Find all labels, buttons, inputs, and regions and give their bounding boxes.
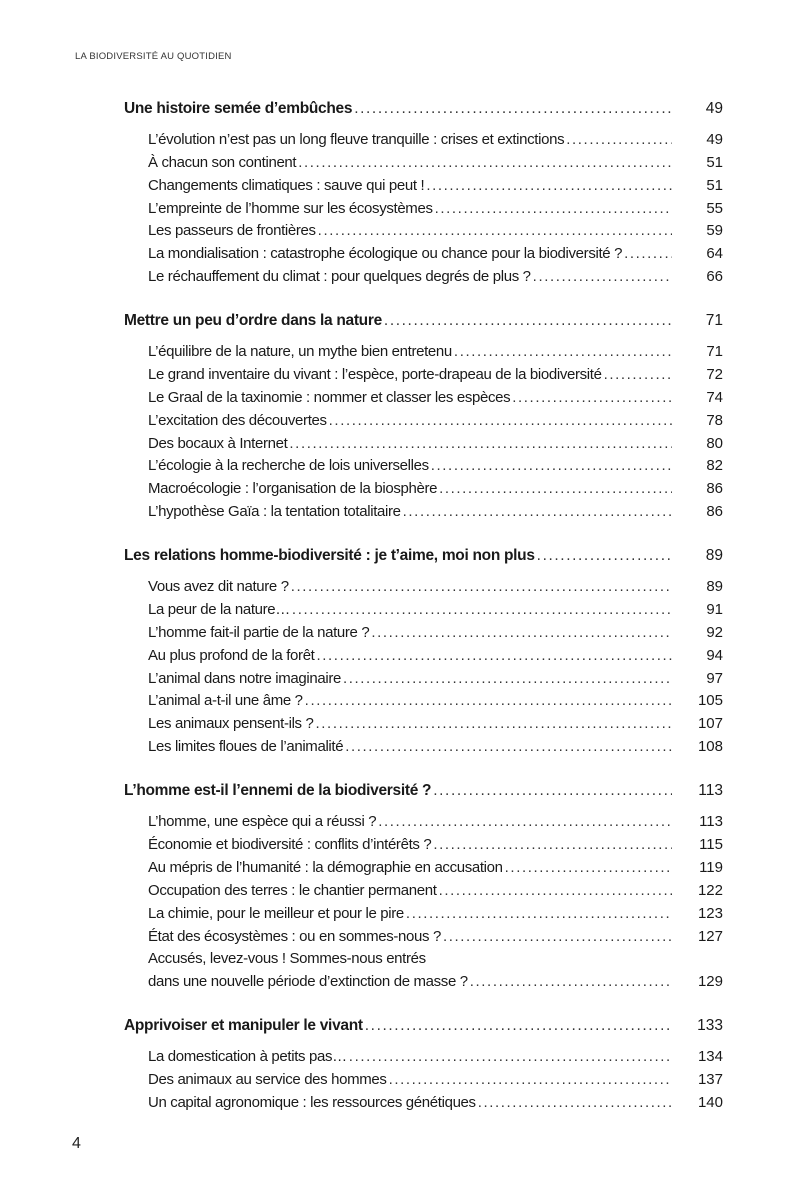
toc-entry-page: 119 (699, 858, 723, 876)
dot-leader (533, 266, 672, 289)
toc-entry-page: 91 (706, 600, 723, 618)
toc-entry-page: 86 (706, 503, 723, 521)
dot-leader (389, 1069, 672, 1092)
toc-entry-title: La peur de la nature… (148, 600, 290, 618)
toc-entry[interactable] (124, 410, 723, 433)
table-of-contents (124, 98, 723, 1136)
toc-entry-line[interactable] (124, 948, 723, 971)
toc-entry[interactable] (124, 926, 723, 949)
toc-section (124, 780, 723, 994)
toc-entry-title: L’animal dans notre imaginaire (148, 669, 341, 687)
toc-entry[interactable] (124, 266, 723, 289)
dot-leader (439, 880, 672, 903)
toc-entry-title: La mondialisation : catastrophe écologique ou chance pour la biodiversité ? (148, 245, 623, 263)
toc-entry-page: 66 (706, 268, 723, 286)
dot-leader (537, 545, 672, 568)
toc-entry[interactable] (124, 129, 723, 152)
toc-entry-page: 122 (697, 881, 723, 899)
dot-leader (345, 736, 672, 759)
dot-leader (384, 310, 672, 333)
toc-entry-page: 80 (706, 434, 723, 452)
toc-entry-title: L’homme fait-il partie de la nature ? (148, 623, 370, 641)
toc-entry[interactable] (124, 1069, 723, 1092)
toc-entry-title: La chimie, pour le meilleur et pour le pire (148, 904, 404, 922)
toc-entry-title: Les animaux pensent-ils ? (148, 715, 314, 733)
toc-entry[interactable] (124, 175, 723, 198)
toc-entry-page: 140 (697, 1093, 723, 1111)
toc-entry-page: 82 (706, 457, 723, 475)
toc-entry-page: 129 (697, 973, 723, 991)
section-heading[interactable] (124, 1015, 723, 1038)
section-heading-page: 89 (705, 547, 723, 565)
toc-entry[interactable] (124, 364, 723, 387)
page-number: 4 (72, 1135, 81, 1152)
toc-entry-title: Un capital agronomique : les ressources génétiques (148, 1093, 476, 1111)
dot-leader (439, 478, 672, 501)
toc-entry-page: 78 (706, 411, 723, 429)
toc-entry-title: État des écosystèmes : ou en sommes-nous ? (148, 927, 441, 945)
dot-leader (454, 341, 672, 364)
toc-entry-page: 71 (706, 343, 723, 361)
toc-entry-page: 94 (706, 646, 723, 664)
toc-entry-page: 64 (706, 245, 723, 263)
section-heading-page: 71 (705, 312, 723, 330)
toc-entry[interactable] (124, 501, 723, 524)
toc-entry[interactable] (124, 455, 723, 478)
dot-leader (403, 501, 672, 524)
toc-entry-page: 51 (706, 153, 723, 171)
toc-entry-page: 55 (706, 199, 723, 217)
section-heading-title: Apprivoiser et manipuler le vivant (124, 1017, 363, 1035)
toc-entry[interactable] (124, 622, 723, 645)
toc-entry-title: Le Graal de la taxinomie : nommer et classer les espèces (148, 388, 511, 406)
dot-leader (433, 834, 672, 857)
toc-entry[interactable] (124, 1046, 723, 1069)
toc-entry[interactable] (124, 903, 723, 926)
toc-entry-page: 134 (697, 1048, 723, 1066)
dot-leader (354, 98, 672, 121)
section-heading[interactable] (124, 98, 723, 121)
toc-entry-title: L’animal a-t-il une âme ? (148, 692, 303, 710)
dot-leader (371, 622, 672, 645)
toc-entry[interactable] (124, 668, 723, 691)
toc-entry-page: 113 (699, 813, 723, 831)
toc-entry-title: Vous avez dit nature ? (148, 578, 289, 596)
toc-entry[interactable] (124, 834, 723, 857)
toc-entry-title: La domestication à petits pas… (148, 1048, 347, 1066)
toc-entry-title: Les limites floues de l’animalité (148, 738, 344, 756)
toc-entry[interactable] (124, 857, 723, 880)
toc-entry[interactable] (124, 880, 723, 903)
dot-leader (317, 645, 673, 668)
dot-leader (435, 198, 672, 221)
toc-entry[interactable] (124, 713, 723, 736)
toc-entry-title: L’écologie à la recherche de lois universelles (148, 457, 429, 475)
dot-leader (624, 243, 672, 266)
toc-entry[interactable] (124, 220, 723, 243)
section-heading-title: L’homme est-il l’ennemi de la biodiversité ? (124, 782, 432, 800)
dot-leader (566, 129, 672, 152)
toc-entry-page: 74 (706, 388, 723, 406)
toc-section (124, 310, 723, 524)
toc-entry[interactable] (124, 576, 723, 599)
section-heading-title: Une histoire semée d’embûches (124, 100, 353, 117)
toc-entry-title: L’homme, une espèce qui a réussi ? (148, 813, 377, 831)
toc-entry-page: 92 (706, 623, 723, 641)
toc-entry-title: dans une nouvelle période d’extinction de masse ? (148, 973, 468, 991)
toc-entry-title: Changements climatiques : sauve qui peut ! (148, 176, 425, 194)
toc-entry-title: Les passeurs de frontières (148, 222, 316, 240)
toc-entry[interactable] (124, 478, 723, 501)
toc-entry[interactable] (124, 690, 723, 713)
toc-section (124, 98, 723, 289)
toc-entry-page: 107 (697, 715, 723, 733)
toc-entry-page: 49 (706, 130, 723, 148)
dot-leader (318, 220, 672, 243)
section-heading-page: 113 (698, 782, 723, 800)
toc-entry-title: L’évolution n’est pas un long fleuve tranquille : crises et extinctions (148, 130, 565, 148)
toc-entry-title-line1: Accusés, levez-vous ! Sommes-nous entrés (148, 950, 426, 968)
toc-entry-page: 59 (706, 222, 723, 240)
dot-leader (343, 668, 672, 691)
toc-entry-title: L’excitation des découvertes (148, 411, 327, 429)
dot-leader (349, 1046, 672, 1069)
toc-entry[interactable] (124, 433, 723, 456)
dot-leader (316, 713, 672, 736)
toc-entry-page: 115 (699, 835, 723, 853)
toc-section (124, 545, 723, 759)
toc-entry-title: Des bocaux à Internet (148, 434, 288, 452)
dot-leader (329, 410, 672, 433)
toc-entry-title: Le réchauffement du climat : pour quelques degrés de plus ? (148, 268, 531, 286)
toc-section (124, 1015, 723, 1115)
toc-entry-title: Économie et biodiversité : conflits d’intérêts ? (148, 835, 432, 853)
toc-entry-title: Macroécologie : l’organisation de la biosphère (148, 480, 438, 498)
dot-leader (433, 780, 672, 803)
section-heading[interactable] (124, 545, 723, 568)
toc-entry-title: À chacun son continent (148, 153, 297, 171)
dot-leader (289, 433, 672, 456)
running-head: LA BIODIVERSITÉ AU QUOTIDIEN (75, 51, 232, 62)
section-heading[interactable] (124, 780, 723, 803)
toc-entry-page: 123 (697, 904, 723, 922)
toc-entry[interactable] (124, 599, 723, 622)
dot-leader (478, 1092, 672, 1115)
toc-entry[interactable] (124, 341, 723, 364)
dot-leader (378, 811, 672, 834)
dot-leader (406, 903, 672, 926)
section-heading-page: 49 (705, 100, 723, 117)
section-heading[interactable] (124, 310, 723, 333)
toc-entry-page: 89 (706, 578, 723, 596)
dot-leader (292, 599, 672, 622)
toc-entry-title: L’équilibre de la nature, un mythe bien entretenu (148, 343, 452, 361)
toc-entry[interactable] (124, 152, 723, 175)
dot-leader (431, 455, 672, 478)
toc-entry-page: 86 (706, 480, 723, 498)
dot-leader (305, 690, 672, 713)
toc-entry-title: Au plus profond de la forêt (148, 646, 315, 664)
toc-entry-title: Occupation des terres : le chantier permanent (148, 881, 437, 899)
dot-leader (470, 971, 672, 994)
toc-entry-title: Au mépris de l’humanité : la démographie en accusation (148, 858, 503, 876)
toc-entry-title: L’hypothèse Gaïa : la tentation totalitaire (148, 503, 401, 521)
section-heading-page: 133 (697, 1017, 723, 1035)
dot-leader (426, 175, 672, 198)
dot-leader (604, 364, 672, 387)
toc-entry-page: 97 (706, 669, 723, 687)
toc-entry-title: L’empreinte de l’homme sur les écosystèmes (148, 199, 433, 217)
toc-entry-page: 137 (697, 1070, 723, 1088)
toc-entry-page: 105 (697, 692, 723, 710)
toc-entry-page: 72 (706, 365, 723, 383)
dot-leader (365, 1015, 672, 1038)
dot-leader (443, 926, 672, 949)
dot-leader (291, 576, 672, 599)
toc-entry-page: 108 (697, 738, 723, 756)
toc-entry[interactable] (124, 198, 723, 221)
toc-entry[interactable] (124, 971, 723, 994)
section-heading-title: Les relations homme-biodiversité : je t’aime, moi non plus (124, 547, 535, 565)
toc-entry-title: Le grand inventaire du vivant : l’espèce, porte-drapeau de la biodiversité (148, 365, 602, 383)
toc-entry[interactable] (124, 387, 723, 410)
section-heading-title: Mettre un peu d’ordre dans la nature (124, 312, 382, 330)
toc-entry[interactable] (124, 645, 723, 668)
toc-entry[interactable] (124, 243, 723, 266)
toc-entry[interactable] (124, 736, 723, 759)
toc-entry-title: Des animaux au service des hommes (148, 1070, 387, 1088)
toc-entry-page: 127 (697, 927, 723, 945)
toc-entry-page: 51 (706, 176, 723, 194)
dot-leader (505, 857, 672, 880)
toc-entry[interactable] (124, 1092, 723, 1115)
toc-entry[interactable] (124, 811, 723, 834)
dot-leader (298, 152, 672, 175)
dot-leader (512, 387, 672, 410)
